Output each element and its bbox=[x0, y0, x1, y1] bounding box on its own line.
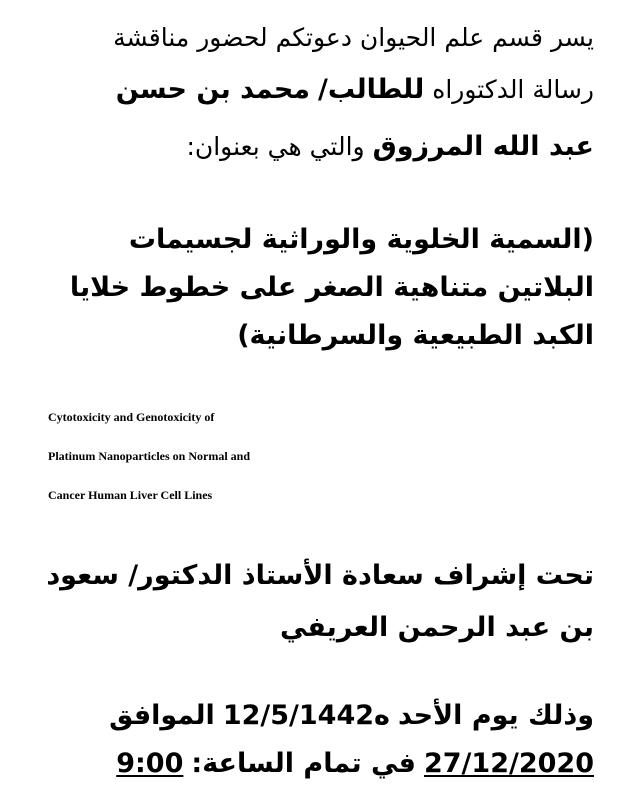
time-label: في تمام الساعة: bbox=[191, 748, 416, 779]
schedule-day: وذلك يوم الأحد bbox=[398, 700, 594, 731]
invitation-opening-line: يسر قسم علم الحيوان دعوتكم لحضور مناقشة bbox=[113, 23, 594, 52]
schedule-day-line bbox=[109, 700, 594, 731]
schedule-time-line bbox=[116, 748, 594, 779]
invitation-thesis-line bbox=[116, 74, 594, 105]
student-name-first: محمد بن حسن bbox=[115, 74, 311, 105]
english-title bbox=[48, 398, 608, 515]
event-time: 9:00 bbox=[116, 748, 184, 779]
student-name-last: عبد الله المرزوق bbox=[372, 131, 594, 162]
arabic-title-line-2: البلاتين متناهية الصغر على خطوط خلايا bbox=[69, 272, 594, 303]
hijri-date: 12/5/1442ه bbox=[222, 700, 390, 731]
supervisor-line-2: بن عبد الرحمن العريفي bbox=[279, 612, 594, 643]
invitation-student-line bbox=[186, 131, 594, 162]
student-label: للطالب/ bbox=[318, 74, 425, 105]
gregorian-date: 27/12/2020 bbox=[423, 748, 594, 779]
arabic-title-line-3: الكبد الطبيعية والسرطانية) bbox=[237, 320, 594, 351]
matching-word: الموافق bbox=[109, 700, 215, 731]
title-intro: والتي هي بعنوان: bbox=[186, 132, 365, 161]
supervisor-line-1: تحت إشراف سعادة الأستاذ الدكتور/ سعود bbox=[46, 560, 594, 591]
english-title-line-2: Platinum Nanoparticles on Normal and bbox=[48, 449, 251, 463]
arabic-title-line-1: (السمية الخلوية والوراثية لجسيمات bbox=[128, 224, 594, 255]
english-title-line-3: Cancer Human Liver Cell Lines bbox=[48, 488, 213, 502]
thesis-type: رسالة الدكتوراه bbox=[432, 75, 594, 104]
english-title-line-1: Cytotoxicity and Genotoxicity of bbox=[48, 410, 215, 424]
